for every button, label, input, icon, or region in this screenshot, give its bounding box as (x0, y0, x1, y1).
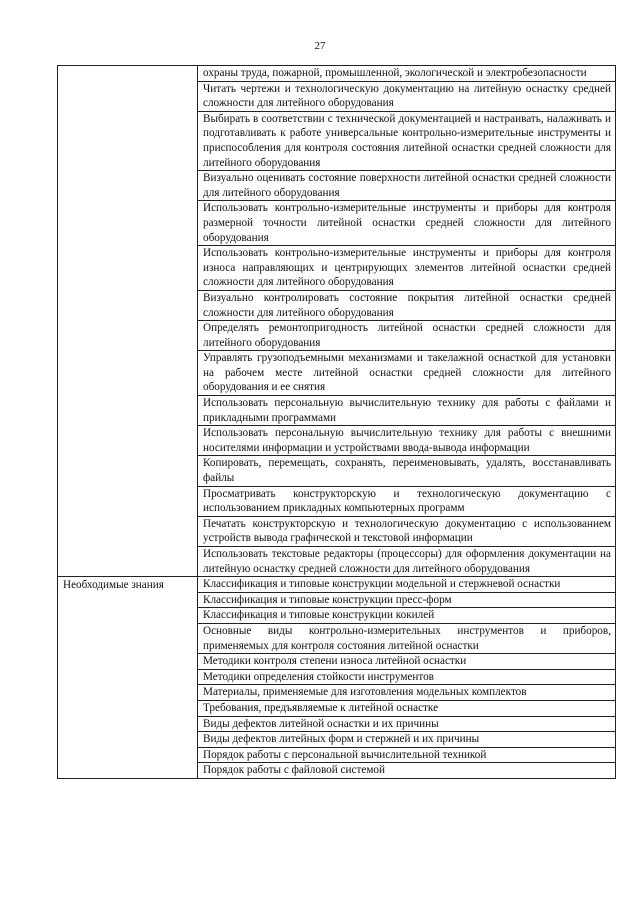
list-item: Методики контроля степени износа литейной оснастки (198, 654, 615, 670)
list-item: Печатать конструкторскую и технологическую документацию с использованием устройств вывода графической и текстовой информации (198, 517, 615, 547)
list-item: Методики определения стойкости инструментов (198, 670, 615, 686)
list-item: Использовать контрольно-измерительные инструменты и приборы для контроля размерной точности литейной оснастки средней сложности для литейного оборудования (198, 201, 615, 246)
list-item: Использовать контрольно-измерительные инструменты и приборы для контроля износа направляющих и центрирующих элементов литейной оснастки средней сложности для литейного оборудования (198, 246, 615, 291)
list-item: Классификация и типовые конструкции пресс-форм (198, 593, 615, 609)
row-label: Необходимые знания (63, 579, 164, 592)
row-items-cell (198, 577, 616, 779)
requirements-table (57, 65, 616, 779)
row-items-cell (198, 66, 616, 577)
list-item: Использовать персональную вычислительную технику для работы с внешними носителями информации и устройствами ввода-вывода информации (198, 426, 615, 456)
list-item: Визуально оценивать состояние поверхности литейной оснастки средней сложности для литейного оборудования (198, 171, 615, 201)
list-item: Управлять грузоподъемными механизмами и такелажной оснасткой для установки на рабочем месте литейной оснастки средней сложности для литейного оборудования и ее снятия (198, 351, 615, 396)
list-item: Классификация и типовые конструкции модельной и стержневой оснастки (198, 577, 615, 593)
row-label (58, 66, 197, 67)
page-number: 27 (314, 40, 326, 52)
list-item: Определять ремонтопригодность литейной оснастки средней сложности для литейного оборудования (198, 321, 615, 351)
list-item: Копировать, перемещать, сохранять, переименовывать, удалять, восстанавливать файлы (198, 456, 615, 486)
list-item: Читать чертежи и технологическую документацию на литейную оснастку средней сложности для литейного оборудования (198, 82, 615, 112)
list-item: Просматривать конструкторскую и технологическую документацию с использованием прикладных компьютерных программ (198, 487, 615, 517)
list-item: Виды дефектов литейных форм и стержней и их причины (198, 732, 615, 748)
row-label-cell (58, 66, 198, 577)
list-item: охраны труда, пожарной, промышленной, экологической и электробезопасности (198, 66, 615, 82)
list-item: Виды дефектов литейной оснастки и их причины (198, 717, 615, 733)
list-item: Порядок работы с персональной вычислительной техникой (198, 748, 615, 764)
list-item: Использовать текстовые редакторы (процессоры) для оформления документации на литейную оснастку средней сложности для литейного оборудования (203, 548, 611, 575)
list-item: Визуально контролировать состояние покрытия литейной оснастки средней сложности для литейного оборудования (198, 291, 615, 321)
list-item: Основные виды контрольно-измерительных инструментов и приборов, применяемых для контроля состояния литейной оснастки (198, 624, 615, 654)
list-item: Материалы, применяемые для изготовления модельных комплектов (198, 685, 615, 701)
table-row-skills (58, 66, 616, 577)
list-item: Использовать персональную вычислительную технику для работы с файлами и прикладными программами (198, 396, 615, 426)
list-item: Классификация и типовые конструкции кокилей (198, 608, 615, 624)
list-item: Порядок работы с файловой системой (203, 764, 385, 777)
table-row-knowledge (58, 577, 616, 779)
list-item: Требования, предъявляемые к литейной оснастке (198, 701, 615, 717)
row-label-cell (58, 577, 198, 779)
list-item: Выбирать в соответствии с технической документацией и настраивать, налаживать и подготавливать к работе универсальные контрольно-измерительные инструменты и приспособления для контроля состояния литейной оснастки средней сложности для литейного оборудования (198, 112, 615, 171)
